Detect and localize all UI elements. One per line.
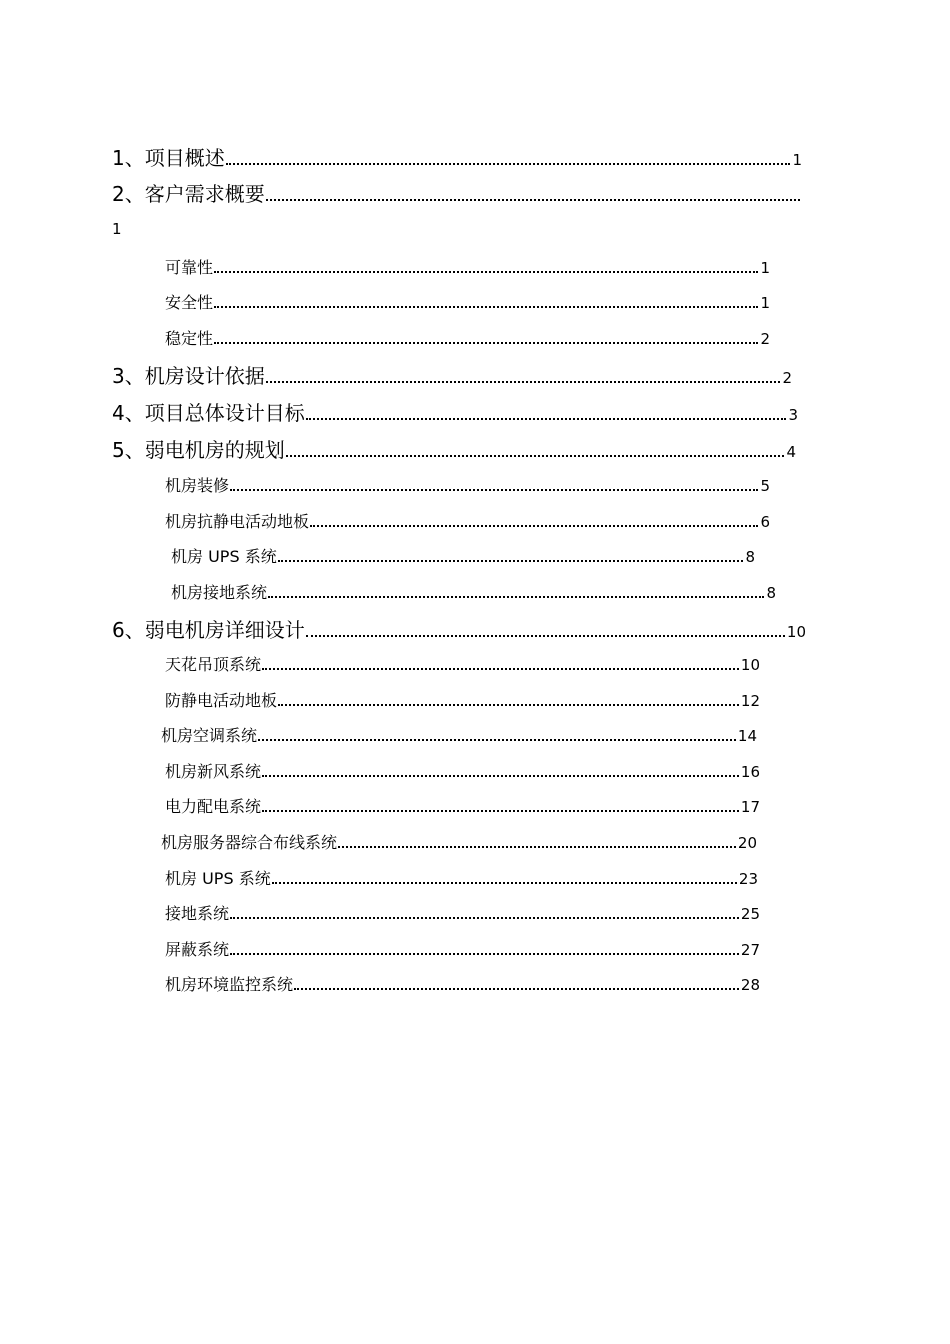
toc-page-number: 2 — [782, 369, 792, 387]
toc-title: 机房装修 — [165, 476, 230, 495]
dot-leader — [268, 596, 764, 598]
dot-leader — [230, 953, 739, 955]
toc-entry[interactable] — [165, 866, 758, 889]
dot-leader — [258, 739, 736, 741]
toc-entry[interactable] — [165, 759, 760, 782]
dot-leader — [306, 418, 787, 420]
toc-entry[interactable] — [165, 473, 770, 496]
toc-title: 项目总体设计目标 — [144, 401, 305, 425]
toc-title: 机房 UPS 系统 — [165, 869, 271, 888]
toc-number: 5 — [112, 438, 125, 462]
toc-separator: 、 — [124, 438, 145, 462]
toc-page-number: 1 — [112, 220, 122, 238]
toc-title: 机房接地系统 — [171, 583, 268, 602]
toc-page-number: 16 — [740, 763, 760, 781]
dot-leader — [294, 988, 739, 990]
toc-page-number: 25 — [740, 905, 760, 923]
toc-title: 机房设计依据 — [144, 364, 265, 388]
dot-leader — [278, 560, 744, 562]
toc-title: 机房空调系统 — [161, 726, 258, 745]
toc-page-number: 1 — [792, 151, 802, 169]
toc-page-number: 1 — [760, 259, 770, 277]
toc-entry[interactable] — [112, 614, 806, 643]
dot-leader — [262, 810, 739, 812]
toc-title: 接地系统 — [165, 904, 230, 923]
toc-entry[interactable] — [112, 360, 792, 389]
toc-entry[interactable] — [112, 434, 796, 463]
toc-page-number: 14 — [737, 727, 757, 745]
toc-number: 2 — [112, 182, 125, 206]
toc-separator: 、 — [124, 401, 145, 425]
dot-leader — [306, 635, 785, 637]
dot-leader — [338, 846, 736, 848]
dot-leader — [214, 342, 758, 344]
toc-page-number: 8 — [745, 548, 755, 566]
toc-title: 弱电机房的规划 — [144, 438, 285, 462]
toc-page-number: 3 — [788, 406, 798, 424]
toc-title: 项目概述 — [144, 146, 225, 170]
toc-entry[interactable] — [112, 142, 802, 171]
dot-leader — [262, 668, 739, 670]
toc-title: 机房 UPS 系统 — [171, 547, 277, 566]
dot-leader — [278, 704, 739, 706]
dot-leader — [214, 271, 758, 273]
dot-leader — [262, 775, 739, 777]
toc-page-number: 1 — [760, 294, 770, 312]
toc-title: 客户需求概要 — [144, 182, 265, 206]
toc-entry[interactable] — [165, 652, 760, 675]
dot-leader — [286, 455, 785, 457]
dot-leader — [230, 917, 739, 919]
toc-title: 安全性 — [165, 293, 214, 312]
toc-title: 机房新风系统 — [165, 762, 262, 781]
toc-entry[interactable] — [161, 723, 757, 746]
toc-entry[interactable] — [165, 901, 760, 924]
toc-title: 防静电活动地板 — [165, 691, 278, 710]
toc-entry[interactable] — [171, 544, 755, 567]
toc-number: 3 — [112, 364, 125, 388]
toc-entry[interactable] — [112, 397, 798, 426]
dot-leader — [226, 163, 791, 165]
toc-page-number: 6 — [760, 513, 770, 531]
toc-entry[interactable] — [165, 937, 760, 960]
toc-page-number: 8 — [766, 584, 776, 602]
toc-entry[interactable] — [171, 580, 776, 603]
toc-title: 可靠性 — [165, 258, 214, 277]
toc-number: 4 — [112, 401, 125, 425]
toc-page-number: 10 — [740, 656, 760, 674]
toc-page-number: 23 — [738, 870, 758, 888]
toc-separator: 、 — [124, 146, 145, 170]
toc-entry[interactable] — [165, 255, 770, 278]
toc-entry[interactable] — [161, 830, 757, 853]
toc-number: 6 — [112, 618, 125, 642]
toc-title: 电力配电系统 — [165, 797, 262, 816]
toc-separator: 、 — [124, 364, 145, 388]
dot-leader — [266, 199, 800, 201]
dot-leader — [214, 306, 758, 308]
toc-page-number: 17 — [740, 798, 760, 816]
toc-title: 弱电机房详细设计 — [144, 618, 305, 642]
toc-number: 1 — [112, 146, 125, 170]
dot-leader — [272, 882, 737, 884]
toc-page-number: 10 — [786, 623, 806, 641]
toc-entry[interactable] — [165, 794, 760, 817]
dot-leader — [310, 525, 758, 527]
toc-page-number: 27 — [740, 941, 760, 959]
dot-leader — [266, 381, 781, 383]
dot-leader — [230, 489, 758, 491]
toc-entry[interactable] — [165, 972, 760, 995]
toc-page-number: 4 — [786, 443, 796, 461]
toc-entry[interactable] — [112, 178, 802, 207]
toc-page-number: 28 — [740, 976, 760, 994]
toc-entry[interactable] — [165, 688, 760, 711]
toc-entry[interactable] — [165, 326, 770, 349]
toc-separator: 、 — [124, 182, 145, 206]
toc-page-number: 2 — [760, 330, 770, 348]
toc-separator: 、 — [124, 618, 145, 642]
toc-title: 机房服务器综合布线系统 — [161, 833, 338, 852]
toc-title: 机房抗静电活动地板 — [165, 512, 310, 531]
toc-title: 屏蔽系统 — [165, 940, 230, 959]
toc-entry[interactable] — [165, 509, 770, 532]
toc-title: 机房环境监控系统 — [165, 975, 294, 994]
toc-title: 天花吊顶系统 — [165, 655, 262, 674]
toc-entry[interactable] — [165, 290, 770, 313]
toc-page-number: 12 — [740, 692, 760, 710]
toc-title: 稳定性 — [165, 329, 214, 348]
toc-page-number: 20 — [737, 834, 757, 852]
toc-page-number: 5 — [760, 477, 770, 495]
